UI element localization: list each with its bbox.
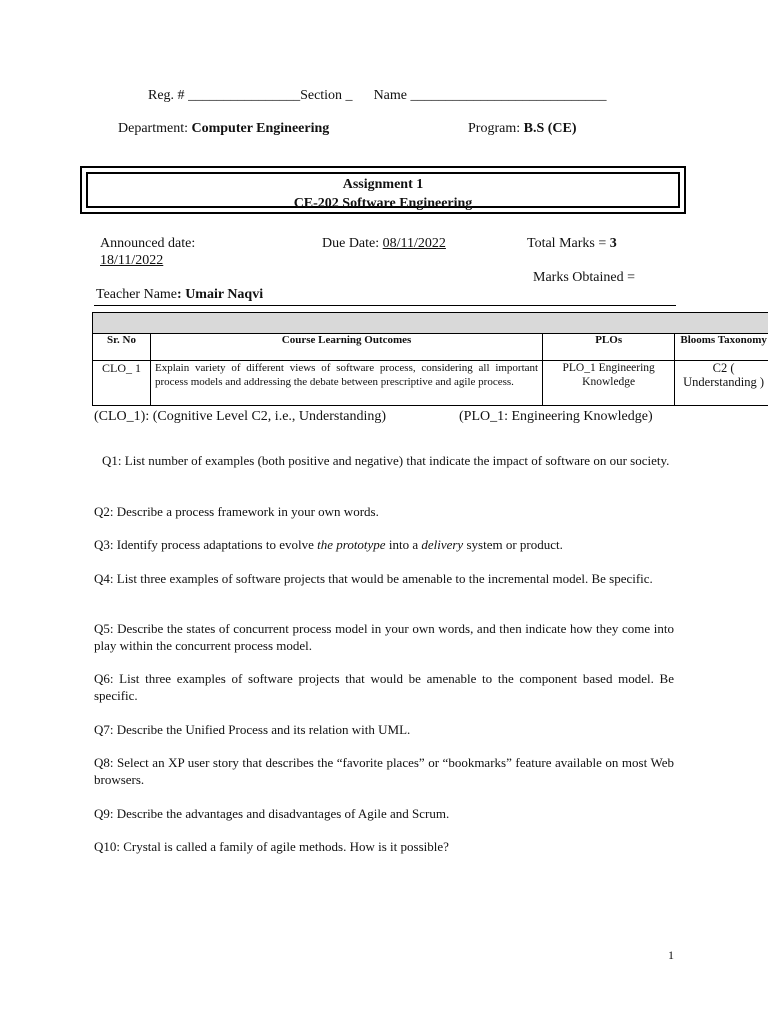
table-banner-row [93, 313, 768, 334]
due-value: 08/11/2022 [382, 236, 446, 251]
header-plos: PLOs [543, 334, 675, 361]
assignment-box-inner [86, 172, 680, 211]
total-marks-label: Total Marks = [527, 236, 607, 251]
teacher-value: : Umair Naqvi [177, 287, 264, 302]
name-label: Name [373, 88, 407, 103]
table-banner-cell [93, 313, 768, 334]
header-blooms: Blooms Taxonomy [675, 334, 768, 361]
question-4-text: Q4: List three examples of software projects that would be amenable to the incremental model. Be specific. [94, 571, 653, 586]
question-3-emphasis-2: delivery [421, 537, 464, 552]
table-row [93, 361, 768, 406]
question-10-text: Q10: Crystal is called a family of agile methods. How is it possible? [94, 839, 449, 854]
header-sr-no: Sr. No [93, 334, 151, 361]
due-label: Due Date: [322, 236, 380, 251]
announced-value: 18/11/2022 [100, 253, 164, 268]
row-blooms: C2 ( Understanding ) [675, 361, 768, 406]
question-1-text: Q1: List number of examples (both positive and negative) that indicate the impact of software on our society. [102, 453, 670, 468]
question-10 [94, 838, 674, 855]
department-value: Computer Engineering [191, 121, 330, 136]
announced-label: Announced date: [100, 236, 196, 251]
name-blank: ____________________________ [410, 88, 607, 103]
question-3-mid: into a [385, 537, 422, 552]
question-7 [94, 721, 674, 738]
page-number: 1 [668, 948, 674, 962]
question-3-end: system or product. [463, 537, 563, 552]
question-2-text: Q2: Describe a process framework in your own words. [94, 504, 379, 519]
section-label: Section _ [300, 88, 353, 103]
due-date [322, 236, 446, 252]
program-line [468, 121, 577, 137]
total-marks [527, 236, 617, 252]
question-7-text: Q7: Describe the Unified Process and its relation with UML. [94, 722, 411, 737]
question-6 [94, 670, 674, 704]
question-8 [94, 754, 674, 788]
question-4 [94, 570, 674, 587]
program-value: B.S (CE) [523, 121, 577, 136]
row-outcome: Explain variety of different views of software process, considering all important process models and addressing the debate between prescriptive and agile process. [151, 361, 543, 406]
program-label: Program: [468, 121, 521, 136]
question-3-emphasis-1: the prototype [317, 537, 386, 552]
teacher-line [96, 287, 263, 303]
question-9 [94, 805, 674, 822]
row-plo: PLO_1 Engineering Knowledge [543, 361, 675, 406]
question-3-text: Q3: Identify process adaptations to evolve [94, 537, 318, 552]
marks-obtained-label: Marks Obtained = [533, 270, 635, 285]
reg-label: Reg. # [148, 88, 185, 103]
clo-table [92, 312, 768, 406]
total-marks-value: 3 [609, 236, 617, 251]
table-header-row [93, 334, 768, 361]
teacher-label: Teacher Name [96, 287, 178, 302]
department-label: Department: [118, 121, 188, 136]
question-5 [94, 620, 674, 654]
assignment-box [80, 166, 686, 214]
question-5-text: Q5: Describe the states of concurrent process model in your own words, and then indicate how they come into play within the concurrent process model. [94, 621, 674, 653]
reg-blank: ________________ [188, 88, 301, 103]
question-3 [94, 536, 674, 553]
plo-level: (PLO_1: Engineering Knowledge) [459, 409, 653, 424]
header-outcomes: Course Learning Outcomes [151, 334, 543, 361]
question-9-text: Q9: Describe the advantages and disadvantages of Agile and Scrum. [94, 806, 450, 821]
department-line [118, 121, 329, 137]
question-2 [94, 503, 674, 520]
question-8-text: Q8: Select an XP user story that describes the “favorite places” or “bookmarks” feature available on most Web browsers. [94, 755, 674, 787]
clo-level: (CLO_1): (Cognitive Level C2, i.e., Understanding) [94, 409, 386, 424]
assignment-title: Assignment 1 [342, 177, 424, 192]
question-6-text: Q6: List three examples of software projects that would be amenable to the component based model. Be specific. [94, 671, 674, 703]
question-1 [94, 452, 674, 469]
course-title: CE-202 Software Engineering [293, 196, 473, 211]
row-sr: CLO_ 1 [93, 361, 151, 406]
reg-line [148, 88, 607, 104]
teacher-rule [94, 305, 676, 306]
